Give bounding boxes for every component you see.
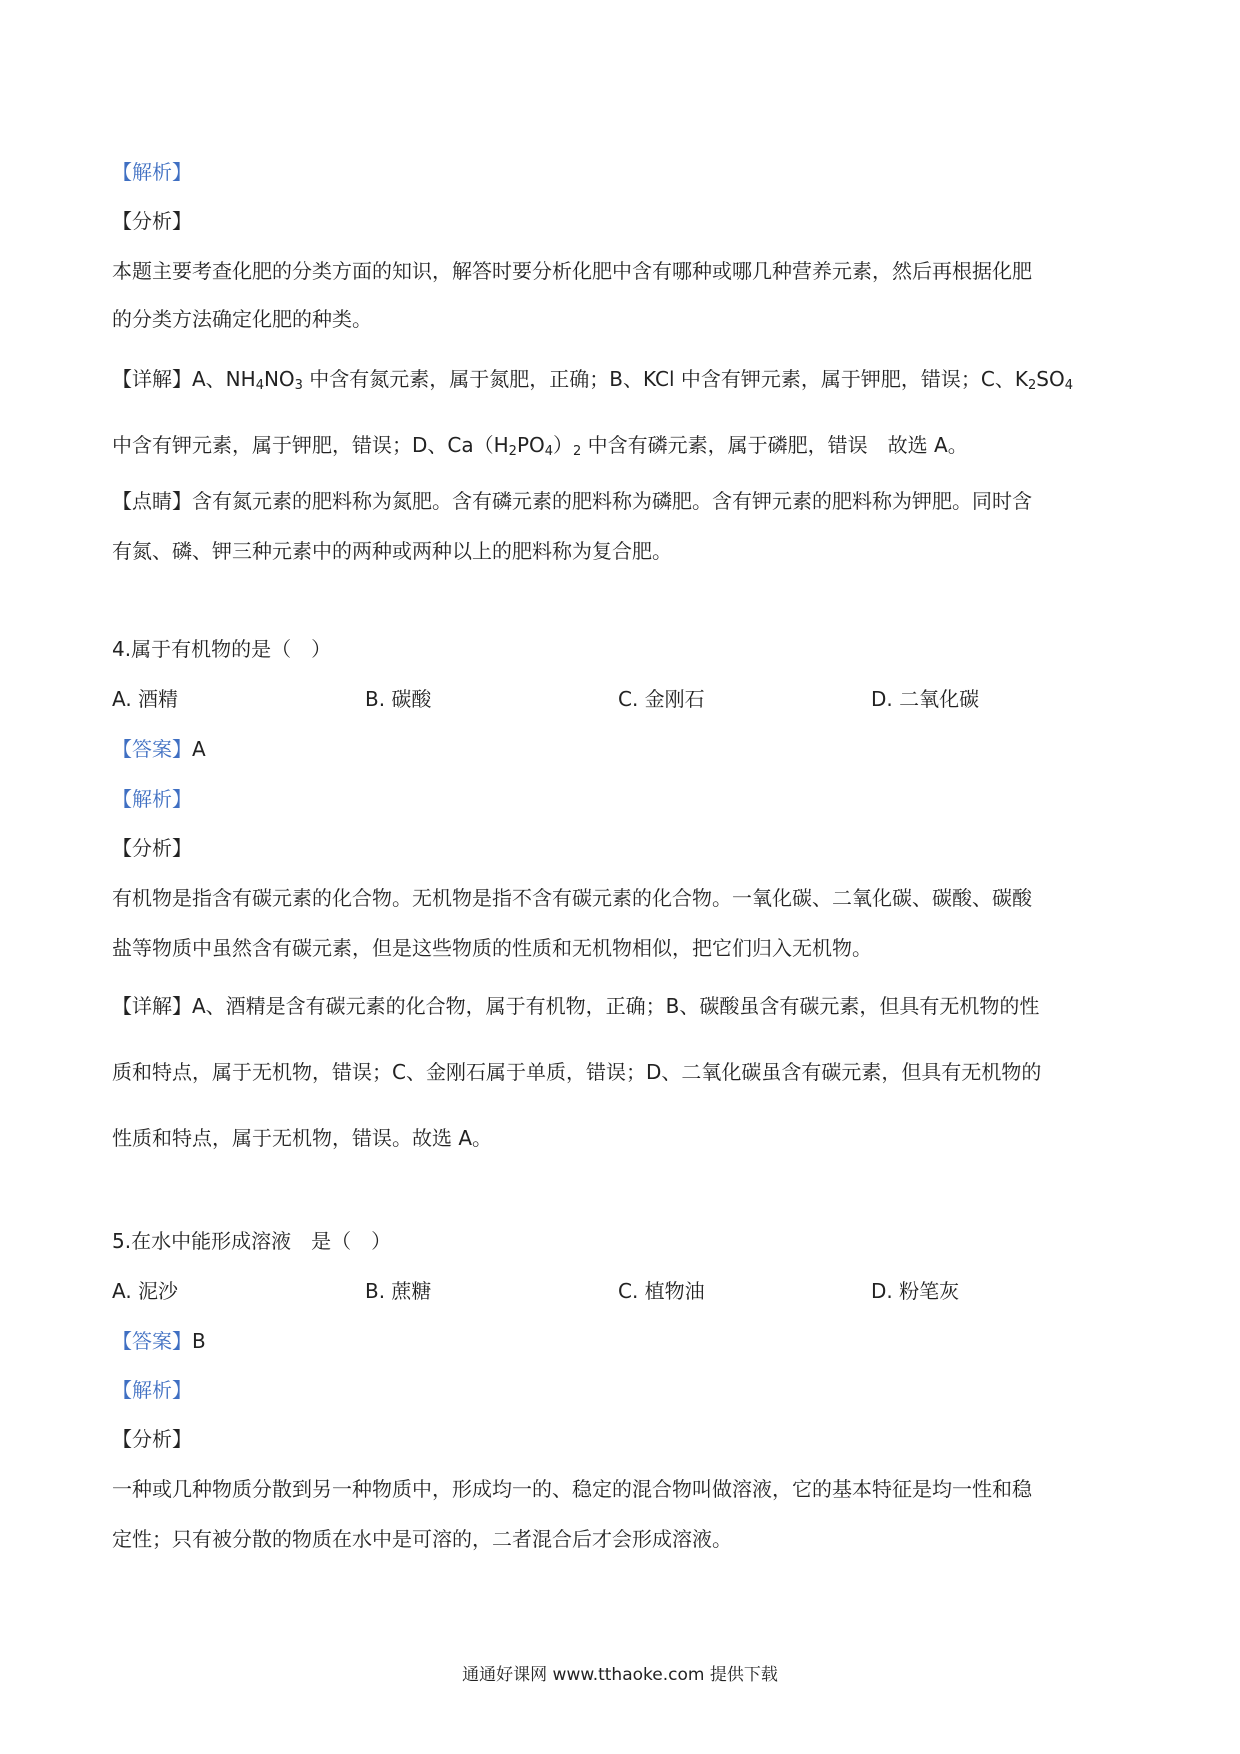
note-text: 含有氮元素的肥料称为氮肥。含有磷元素的肥料称为磷肥。含有钾元素的肥料称为钾肥。同时含 [192,489,1032,513]
detail-text: NO [263,367,295,391]
subscript: 2 [1028,378,1037,393]
q4-option-c: C. 金刚石 [618,687,705,711]
subscript: 2 [508,444,517,459]
detail-line-1 [112,364,1073,394]
fenxi-tag: 【分析】 [112,209,192,233]
detail-line-2 [112,430,968,460]
jiexi-tag: 【解析】 [112,160,192,184]
detail-text: SO [1036,367,1065,391]
analysis-line-2: 定性；只有被分散的物质在水中是可溶的，二者混合后才会形成溶液。 [112,1527,732,1551]
detail-tag: 【详解】 [112,367,192,391]
note-line-1 [112,486,1032,516]
q4-option-a: A. 酒精 [112,687,179,711]
analysis-line-1: 本题主要考查化肥的分类方面的知识，解答时要分析化肥中含有哪种或哪几种营养元素，然后再根据化肥 [112,259,1032,283]
q5-option-b: B. 蔗糖 [365,1279,432,1303]
analysis-line-2: 盐等物质中虽然含有碳元素，但是这些物质的性质和无机物相似，把它们归入无机物。 [112,936,872,960]
q4-option-b: B. 碳酸 [365,687,432,711]
detail-text: A、酒精是含有碳元素的化合物，属于有机物，正确；B、碳酸虽含有碳元素，但具有无机物的性 [192,994,1040,1018]
fenxi-tag: 【分析】 [112,836,192,860]
detail-tag: 【详解】 [112,994,192,1018]
q4-answer [112,734,206,764]
answer-value: A [192,737,206,761]
q5-option-c: C. 植物油 [618,1279,705,1303]
analysis-line-1: 有机物是指含有碳元素的化合物。无机物是指不含有碳元素的化合物。一氧化碳、二氧化碳、碳酸、碳酸 [112,886,1032,910]
subscript: 4 [544,444,554,459]
q4-stem: 4.属于有机物的是（ ） [112,637,332,661]
answer-tag: 【答案】 [112,1329,192,1353]
detail-line-3: 性质和特点，属于无机物，错误。故选 A。 [112,1126,493,1150]
q5-stem: 5.在水中能形成溶液 是（ ） [112,1229,392,1253]
detail-text: ） [553,433,574,457]
subscript: 2 [573,444,582,459]
answer-tag: 【答案】 [112,737,192,761]
q5-option-a: A. 泥沙 [112,1279,179,1303]
fenxi-tag: 【分析】 [112,1427,192,1451]
detail-line-1 [112,991,1039,1021]
note-tag: 【点睛】 [112,489,192,513]
detail-text: PO [516,433,545,457]
q5-option-d: D. 粉笔灰 [871,1279,960,1303]
detail-text: A、NH [192,367,256,391]
q5-answer [112,1326,206,1356]
subscript: 4 [1064,378,1074,393]
answer-value: B [192,1329,206,1353]
subscript: 4 [255,378,264,393]
analysis-line-2: 的分类方法确定化肥的种类。 [112,307,372,331]
q4-option-d: D. 二氧化碳 [871,687,980,711]
jiexi-tag: 【解析】 [112,787,192,811]
page-footer: 通通好课网 www.tthaoke.com 提供下载 [462,1665,778,1685]
detail-line-2: 质和特点，属于无机物，错误；C、金刚石属于单质，错误；D、二氧化碳虽含有碳元素，但具有无机物的 [112,1060,1042,1084]
analysis-line-1: 一种或几种物质分散到另一种物质中，形成均一的、稳定的混合物叫做溶液，它的基本特征是均一性和稳 [112,1477,1032,1501]
detail-text: 中含有磷元素，属于磷肥，错误 故选 A。 [581,433,968,457]
note-line-2: 有氮、磷、钾三种元素中的两种或两种以上的肥料称为复合肥。 [112,539,672,563]
detail-text: 中含有氮元素，属于氮肥，正确；B、KCl 中含有钾元素，属于钾肥，错误；C、K [302,367,1029,391]
detail-text: 中含有钾元素，属于钾肥，错误；D、Ca（H [112,433,509,457]
jiexi-tag: 【解析】 [112,1378,192,1402]
subscript: 3 [294,378,303,393]
